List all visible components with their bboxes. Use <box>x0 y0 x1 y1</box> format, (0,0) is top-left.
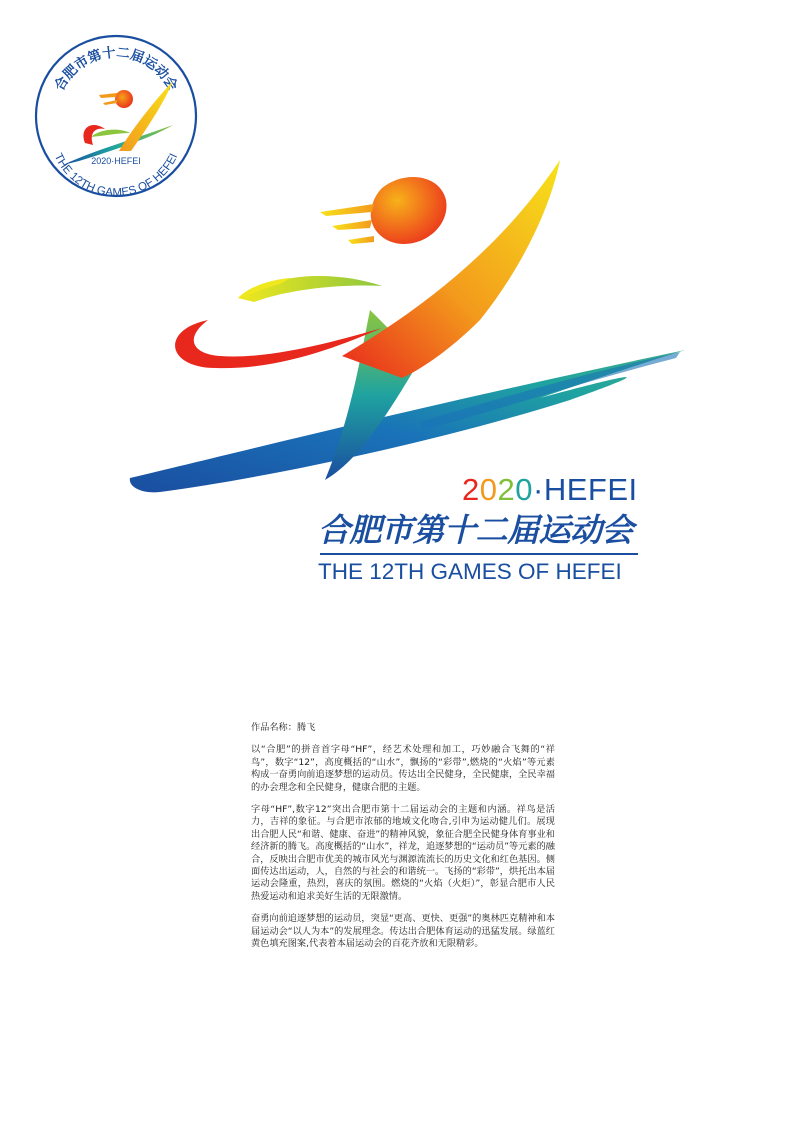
design-description <box>251 722 555 961</box>
flame-streaks-icon <box>320 204 374 244</box>
year-digit: 2 <box>462 472 480 507</box>
wordmark-year <box>462 470 662 510</box>
seal-arc-en: THE 12TH GAMES OF HEFEI <box>51 151 181 199</box>
year-digit: 2 <box>497 472 516 507</box>
year-suffix: ·HEFEI <box>533 472 638 507</box>
english-title: THE 12TH GAMES OF HEFEI <box>318 559 622 584</box>
work-name: 作品名称：腾飞 <box>251 722 316 733</box>
main-emblem <box>120 160 700 520</box>
seal-year-label: 2020·HEFEI <box>91 156 141 166</box>
red-arc <box>175 320 382 368</box>
description-paragraph: 字母“HF”,数字12”突出合肥市第十二届运动会的主题和内涵。祥鸟是活力，吉祥的象征。与合肥市浓郁的地域文化吻合,引申为运动健儿们。展现出合肥人民“和谐、健康、奋进”的精神风貌，象征合肥全民健身体育事业和经济新的腾飞。高度概括的“山水”，祥龙，追逐梦想的“运动员”等元素的融合，反映出合肥市优美的城市风光与渊源流流长的历史文化和红色基因。侧面传达出运动，人，自然的与社会的和谐统一。飞扬的“彩带”，烘托出本届运动会隆重，热烈，喜庆的氛围。燃烧的“火焰（火炬）”，彰显合肥市人民热爱运动和追求美好生活的无限激情。 <box>251 804 555 902</box>
leaping-athlete-emblem-icon <box>120 160 700 520</box>
athlete-head <box>371 177 447 244</box>
seal-arc-cn: 合肥市第十二届运动会 <box>51 44 181 94</box>
year-digit: 0 <box>515 472 533 507</box>
athlete-wing <box>342 160 560 378</box>
seal-athlete-icon <box>63 81 173 165</box>
year-digit: 0 <box>479 472 498 507</box>
description-paragraph: 以“合肥”的拼音首字母“HF”，经艺术处理和加工，巧妙融合飞舞的“祥鸟”，数字“12”，高度概括的“山水”，飘扬的“彩带”,燃烧的“火焰”等元素构成一奋勇向前追逐梦想的运动员。传达出全民健身，全民健康，全民幸福的办会理念和全民健身，健康合肥的主题。 <box>251 744 555 793</box>
title-divider <box>320 553 638 555</box>
description-paragraph: 奋勇向前追逐梦想的运动员，突显“更高、更快、更强”的奥林匹克精神和本届运动会“以人为本”的发展理念。传达出合肥体育运动的迅猛发展。绿蓝红黄色填充图案,代表着本届运动会的百花齐放和无限精彩。 <box>251 913 555 950</box>
chinese-title: 合肥市第十二届运动会 <box>318 511 634 549</box>
